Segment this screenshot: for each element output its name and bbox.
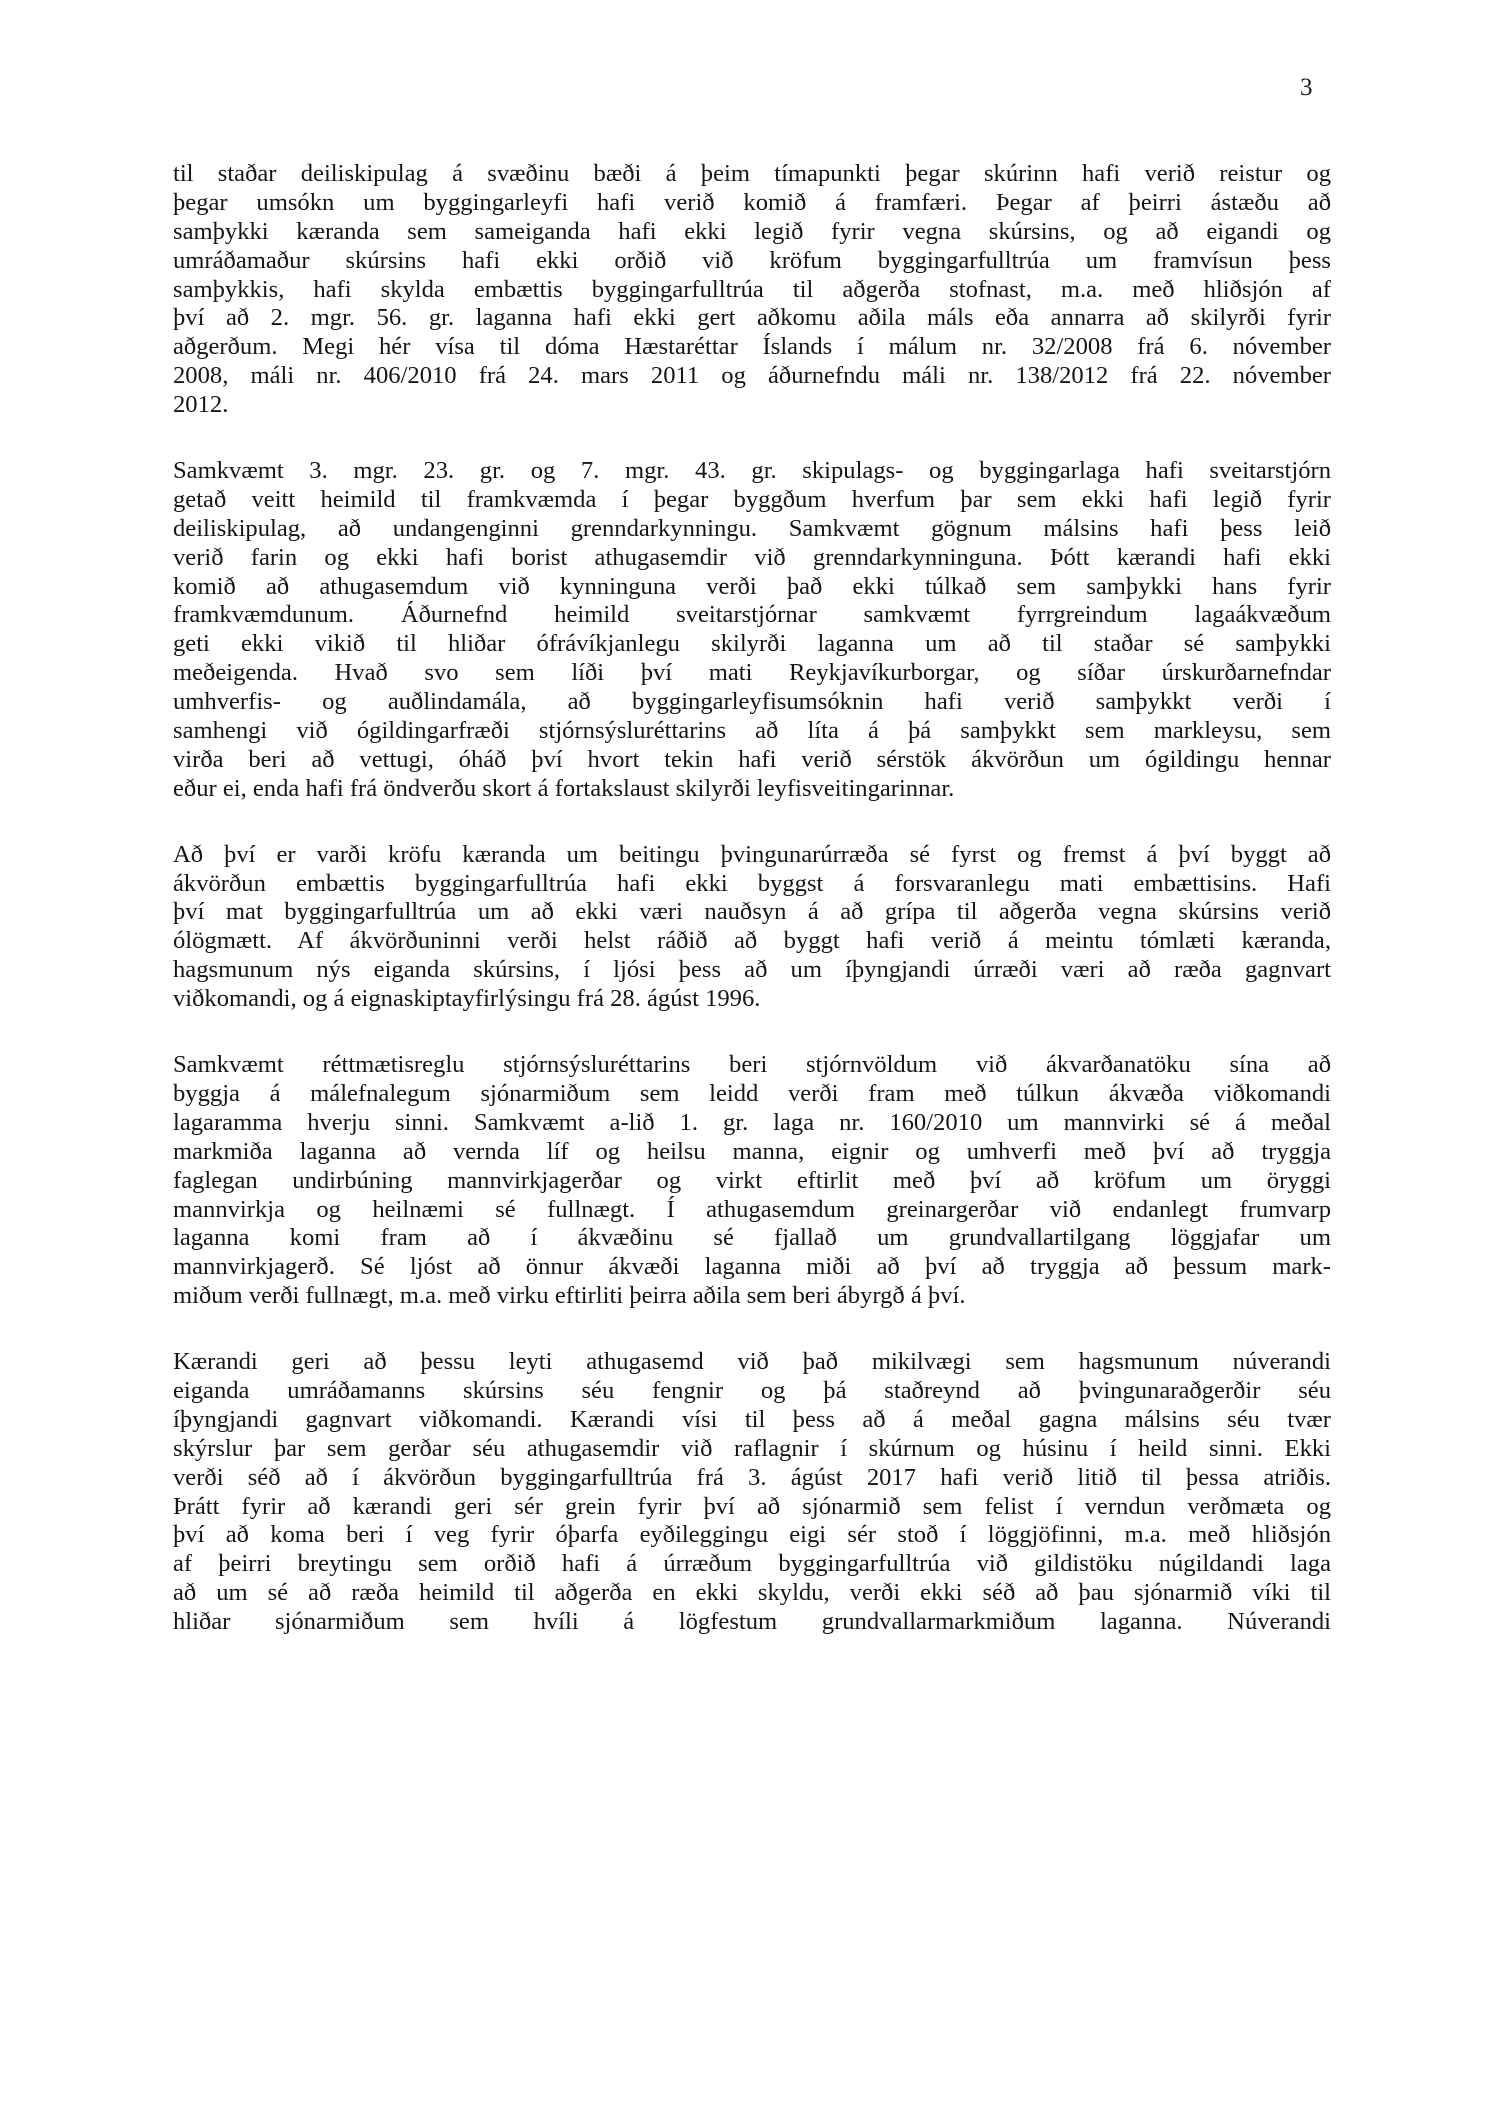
- text-line: mannvirkja og heilnæmi sé fullnægt. Í athugasemdum greinargerðar við endanlegt frumvarp: [173, 1195, 1331, 1223]
- text-line: framkvæmdunum. Áðurnefnd heimild sveitarstjórnar samkvæmt fyrrgreindum lagaákvæðum: [173, 601, 1331, 629]
- text-line: viðkomandi, og á eignaskiptayfirlýsingu frá 28. ágúst 1996.: [173, 985, 761, 1013]
- text-line: því mat byggingarfulltrúa um að ekki væri nauðsyn á að grípa til aðgerða vegna skúrsins verið: [173, 898, 1331, 926]
- text-line: Kærandi geri að þessu leyti athugasemd við það mikilvægi sem hagsmunum núverandi: [173, 1348, 1331, 1376]
- text-line: verið farin og ekki hafi borist athugasemdir við grenndarkynninguna. Þótt kærandi hafi ekki: [173, 543, 1331, 571]
- page-number: 3: [1300, 74, 1313, 101]
- text-line: Þrátt fyrir að kærandi geri sér grein fyrir því að sjónarmið sem felist í verndun verðmæta og: [173, 1492, 1331, 1520]
- paragraph: [173, 457, 1331, 804]
- text-line: virða beri að vettugi, óháð því hvort tekin hafi verið sérstök ákvörðun um ógildingu hennar: [173, 745, 1331, 773]
- text-line: Að því er varði kröfu kæranda um beitingu þvingunarúrræða sé fyrst og fremst á því byggt að: [173, 840, 1331, 868]
- text-line: að um sé að ræða heimild til aðgerða en ekki skyldu, verði ekki séð að þau sjónarmið víki til: [173, 1579, 1331, 1607]
- text-line: faglegan undirbúning mannvirkjagerðar og virkt eftirlit með því að kröfum um öryggi: [173, 1166, 1331, 1194]
- text-line: meðeigenda. Hvað svo sem líði því mati Reykjavíkurborgar, og síðar úrskurðarnefndar: [173, 659, 1331, 687]
- text-line: getað veitt heimild til framkvæmda í þegar byggðum hverfum þar sem ekki hafi legið fyrir: [173, 485, 1331, 513]
- paragraph: [173, 1051, 1331, 1311]
- text-line: umráðamaður skúrsins hafi ekki orðið við kröfum byggingarfulltrúa um framvísun þess: [173, 246, 1331, 274]
- text-line: samhengi við ógildingarfræði stjórnsýsluréttarins að líta á þá samþykkt sem markleysu, sem: [173, 717, 1331, 745]
- text-line: byggja á málefnalegum sjónarmiðum sem leidd verði fram með túlkun ákvæða viðkomandi: [173, 1079, 1331, 1107]
- text-line: aðgerðum. Megi hér vísa til dóma Hæstaréttar Íslands í málum nr. 32/2008 frá 6. nóvember: [173, 333, 1331, 361]
- text-line: umhverfis- og auðlindamála, að byggingarleyfisumsóknin hafi verið samþykkt verði í: [173, 688, 1331, 716]
- text-line: geti ekki vikið til hliðar ófrávíkjanlegu skilyrði laganna um að til staðar sé samþykki: [173, 630, 1331, 658]
- text-line: 2012.: [173, 391, 229, 419]
- text-line: samþykkis, hafi skylda embættis byggingarfulltrúa til aðgerða stofnast, m.a. með hliðsjón af: [173, 275, 1331, 303]
- text-line: því að koma beri í veg fyrir óþarfa eyðileggingu eigi sér stoð í löggjöfinni, m.a. með hliðsjón: [173, 1521, 1331, 1549]
- text-line: eiganda umráðamanns skúrsins séu fengnir og þá staðreynd að þvingunaraðgerðir séu: [173, 1376, 1331, 1404]
- text-line: samþykki kæranda sem sameiganda hafi ekki legið fyrir vegna skúrsins, og að eigandi og: [173, 217, 1331, 245]
- text-line: ólögmætt. Af ákvörðuninni verði helst ráðið að byggt hafi verið á meintu tómlæti kæranda,: [173, 927, 1331, 955]
- text-line: markmiða laganna að vernda líf og heilsu manna, eignir og umhverfi með því að tryggja: [173, 1137, 1331, 1165]
- paragraph: [173, 1348, 1331, 1637]
- paragraph: [173, 841, 1331, 1014]
- text-line: af þeirri breytingu sem orðið hafi á úrræðum byggingarfulltrúa við gildistöku núgildandi laga: [173, 1550, 1331, 1578]
- text-line: eður ei, enda hafi frá öndverðu skort á fortakslaust skilyrði leyfisveitingarinnar.: [173, 774, 955, 802]
- text-line: ákvörðun embættis byggingarfulltrúa hafi ekki byggst á forsvaranlegu mati embættisins. Hafi: [173, 869, 1331, 897]
- text-line: lagaramma hverju sinni. Samkvæmt a-lið 1. gr. laga nr. 160/2010 um mannvirki sé á meðal: [173, 1108, 1331, 1136]
- text-line: laganna komi fram að í ákvæðinu sé fjallað um grundvallartilgang löggjafar um: [173, 1224, 1331, 1252]
- text-line: komið að athugasemdum við kynninguna verði það ekki túlkað sem samþykki hans fyrir: [173, 572, 1331, 600]
- text-line: Samkvæmt 3. mgr. 23. gr. og 7. mgr. 43. gr. skipulags- og byggingarlaga hafi sveitarstjórn: [173, 457, 1331, 485]
- text-line: því að 2. mgr. 56. gr. laganna hafi ekki gert aðkomu aðila máls eða annarra að skilyrði fyrir: [173, 304, 1331, 332]
- text-line: mannvirkjagerð. Sé ljóst að önnur ákvæði laganna miði að því að tryggja að þessum mark-: [173, 1253, 1331, 1281]
- text-line: íþyngjandi gagnvart viðkomandi. Kærandi vísi til þess að á meðal gagna málsins séu tvær: [173, 1405, 1331, 1433]
- text-line: til staðar deiliskipulag á svæðinu bæði á þeim tímapunkti þegar skúrinn hafi verið reistur og: [173, 160, 1331, 187]
- document-body: [173, 160, 1331, 1674]
- text-line: skýrslur þar sem gerðar séu athugasemdir við raflagnir í skúrnum og húsinu í heild sinni. Ekki: [173, 1434, 1331, 1462]
- text-line: hliðar sjónarmiðum sem hvíli á lögfestum grundvallarmarkmiðum laganna. Núverandi: [173, 1608, 1331, 1636]
- text-line: Samkvæmt réttmætisreglu stjórnsýsluréttarins beri stjórnvöldum við ákvarðanatöku sína að: [173, 1051, 1331, 1079]
- text-line: 2008, máli nr. 406/2010 frá 24. mars 2011 og áðurnefndu máli nr. 138/2012 frá 22. nóvember: [173, 362, 1331, 390]
- paragraph: [173, 160, 1331, 420]
- text-line: deiliskipulag, að undangenginni grenndarkynningu. Samkvæmt gögnum málsins hafi þess leið: [173, 514, 1331, 542]
- text-line: hagsmunum nýs eiganda skúrsins, í ljósi þess að um íþyngjandi úrræði væri að ræða gagnvart: [173, 956, 1331, 984]
- text-line: þegar umsókn um byggingarleyfi hafi verið komið á framfæri. Þegar af þeirri ástæðu að: [173, 188, 1331, 216]
- text-line: miðum verði fullnægt, m.a. með virku eftirliti þeirra aðila sem beri ábyrgð á því.: [173, 1282, 966, 1310]
- text-line: verði séð að í ákvörðun byggingarfulltrúa frá 3. ágúst 2017 hafi verið litið til þessa atriðis.: [173, 1463, 1331, 1491]
